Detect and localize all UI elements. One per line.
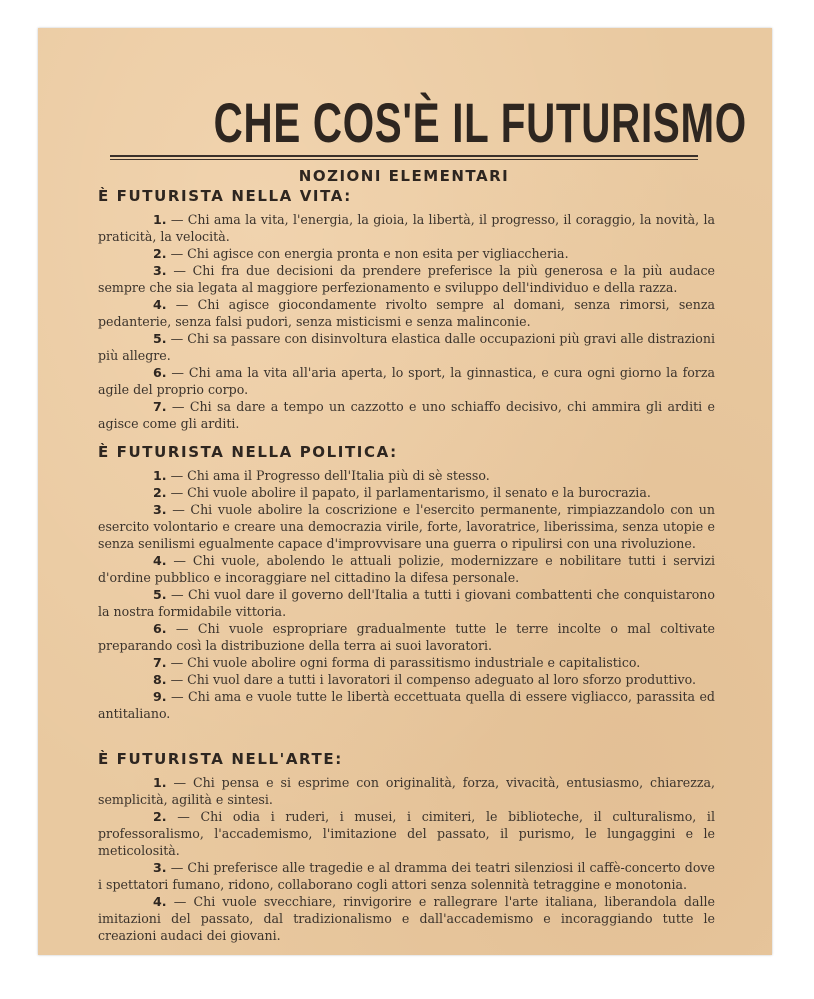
title-rule [110,155,698,160]
item-text: — Chi vuol dare a tutti i lavoratori il compenso adeguato al loro sforzo produttivo. [170,672,696,687]
section-arte [98,751,715,944]
item-text: — Chi ama il Progresso dell'Italia più di sè stesso. [170,468,490,483]
item-text: — Chi vuole abolire ogni forma di parassitismo industriale e capitalistico. [170,655,641,670]
item-text: — Chi pensa e si esprime con originalità, forza, vivacità, entusiasmo, chiarezza, semplicità, agilità e sintesi. [98,775,715,807]
item-text: — Chi fra due decisioni da prendere preferisce la più generosa e la più audace sempre che sia legata al maggiore perfezionamento e sviluppo dell'individuo e della razza. [98,263,715,295]
list-item [98,620,715,654]
item-number: 2. [153,485,167,500]
list-item [98,398,715,432]
list-item [98,484,715,501]
item-number: 7. [153,399,167,414]
list-item [98,245,715,262]
list-item [98,859,715,893]
item-text: — Chi vuole abolire il papato, il parlamentarismo, il senato e la burocrazia. [170,485,651,500]
item-text: — Chi sa passare con disinvoltura elastica dalle occupazioni più gravi alle distrazioni più allegre. [98,331,715,363]
item-number: 6. [153,621,167,636]
list-item [98,262,715,296]
item-text: — Chi ama la vita, l'energia, la gioia, la libertà, il progresso, il coraggio, la novità, la praticità, la velocità. [98,212,715,244]
section-heading: È FUTURISTA NELLA VITA: [98,187,352,205]
list-item [98,654,715,671]
item-text: — Chi vuol dare il governo dell'Italia a tutti i giovani combattenti che conquistarono la nostra formidabile vittoria. [98,587,715,619]
item-number: 9. [153,689,167,704]
item-text: — Chi preferisce alle tragedie e al dramma dei teatri silenziosi il caffè-concerto dove i spettatori fumano, ridono, collaborano cogli attori senza solennità tetraggine e monotonia. [98,860,715,892]
item-number: 4. [153,894,167,909]
list-item [98,467,715,484]
item-number: 3. [153,502,167,517]
item-number: 2. [153,809,167,824]
list-item [98,364,715,398]
list-item [98,893,715,944]
section-politica [98,444,715,722]
item-number: 6. [153,365,167,380]
subtitle: NOZIONI ELEMENTARI [298,167,510,185]
item-text: — Chi vuole espropriare gradualmente tutte le terre incolte o mal coltivate preparando così la distribuzione della terra ai suoi lavoratori. [98,621,715,653]
item-number: 1. [153,775,167,790]
item-number: 3. [153,263,167,278]
item-text: — Chi agisce con energia pronta e non esita per vigliaccheria. [170,246,569,261]
item-number: 4. [153,297,167,312]
item-text: — Chi vuole, abolendo le attuali polizie, modernizzare e nobilitare tutti i servizi d'ordine pubblico e incoraggiare nel cittadino la difesa personale. [98,553,715,585]
item-text: — Chi agisce giocondamente rivolto sempre al domani, senza rimorsi, senza pedanterie, senza falsi pudori, senza misticismi e senza malinconie. [98,297,715,329]
list-item [98,586,715,620]
list-item [98,774,715,808]
list-item [98,552,715,586]
item-number: 3. [153,860,167,875]
list-item [98,501,715,552]
item-number: 2. [153,246,167,261]
list-item [98,211,715,245]
list-item [98,688,715,722]
title-block [110,90,747,154]
section-heading: È FUTURISTA NELL'ARTE: [98,750,343,768]
item-number: 8. [153,672,167,687]
item-number: 1. [153,468,167,483]
item-text: — Chi sa dare a tempo un cazzotto e uno schiaffo decisivo, chi ammira gli arditi e agisce come gli arditi. [98,399,715,431]
item-number: 4. [153,553,167,568]
section-vita [98,188,715,432]
item-number: 5. [153,331,167,346]
list-item [98,296,715,330]
item-text: — Chi vuole svecchiare, rinvigorire e rallegrare l'arte italiana, liberandola dalle imitazioni del passato, dal tradizionalismo e dall'accademismo e incoraggiando tutte le creazioni audaci dei giovani. [98,894,715,943]
item-number: 7. [153,655,167,670]
list-item [98,808,715,859]
list-item [98,330,715,364]
page-title: CHE COS'È IL FUTURISMO [213,91,747,154]
item-number: 1. [153,212,167,227]
item-text: — Chi ama e vuole tutte le libertà eccettuata quella di essere vigliacco, parassita ed antitaliano. [98,689,715,721]
item-number: 5. [153,587,167,602]
list-item [98,671,715,688]
poster-sheet [38,28,772,955]
section-heading: È FUTURISTA NELLA POLITICA: [98,443,398,461]
item-text: — Chi odia i ruderi, i musei, i cimiteri, le biblioteche, il culturalismo, il professoralismo, l'accademismo, l'imitazione del passato, il purismo, le lungaggini e le meticolosità. [98,809,715,858]
item-text: — Chi vuole abolire la coscrizione e l'esercito permanente, rimpiazzandolo con un esercito volontario e creare una democrazia virile, forte, lavoratrice, liberissima, senza utopie e senza senilismi egualmente capace d'improvvisare una guerra o ripulirsi con una rivoluzione. [98,502,715,551]
item-text: — Chi ama la vita all'aria aperta, lo sport, la ginnastica, e cura ogni giorno la forza agile del proprio corpo. [98,365,715,397]
